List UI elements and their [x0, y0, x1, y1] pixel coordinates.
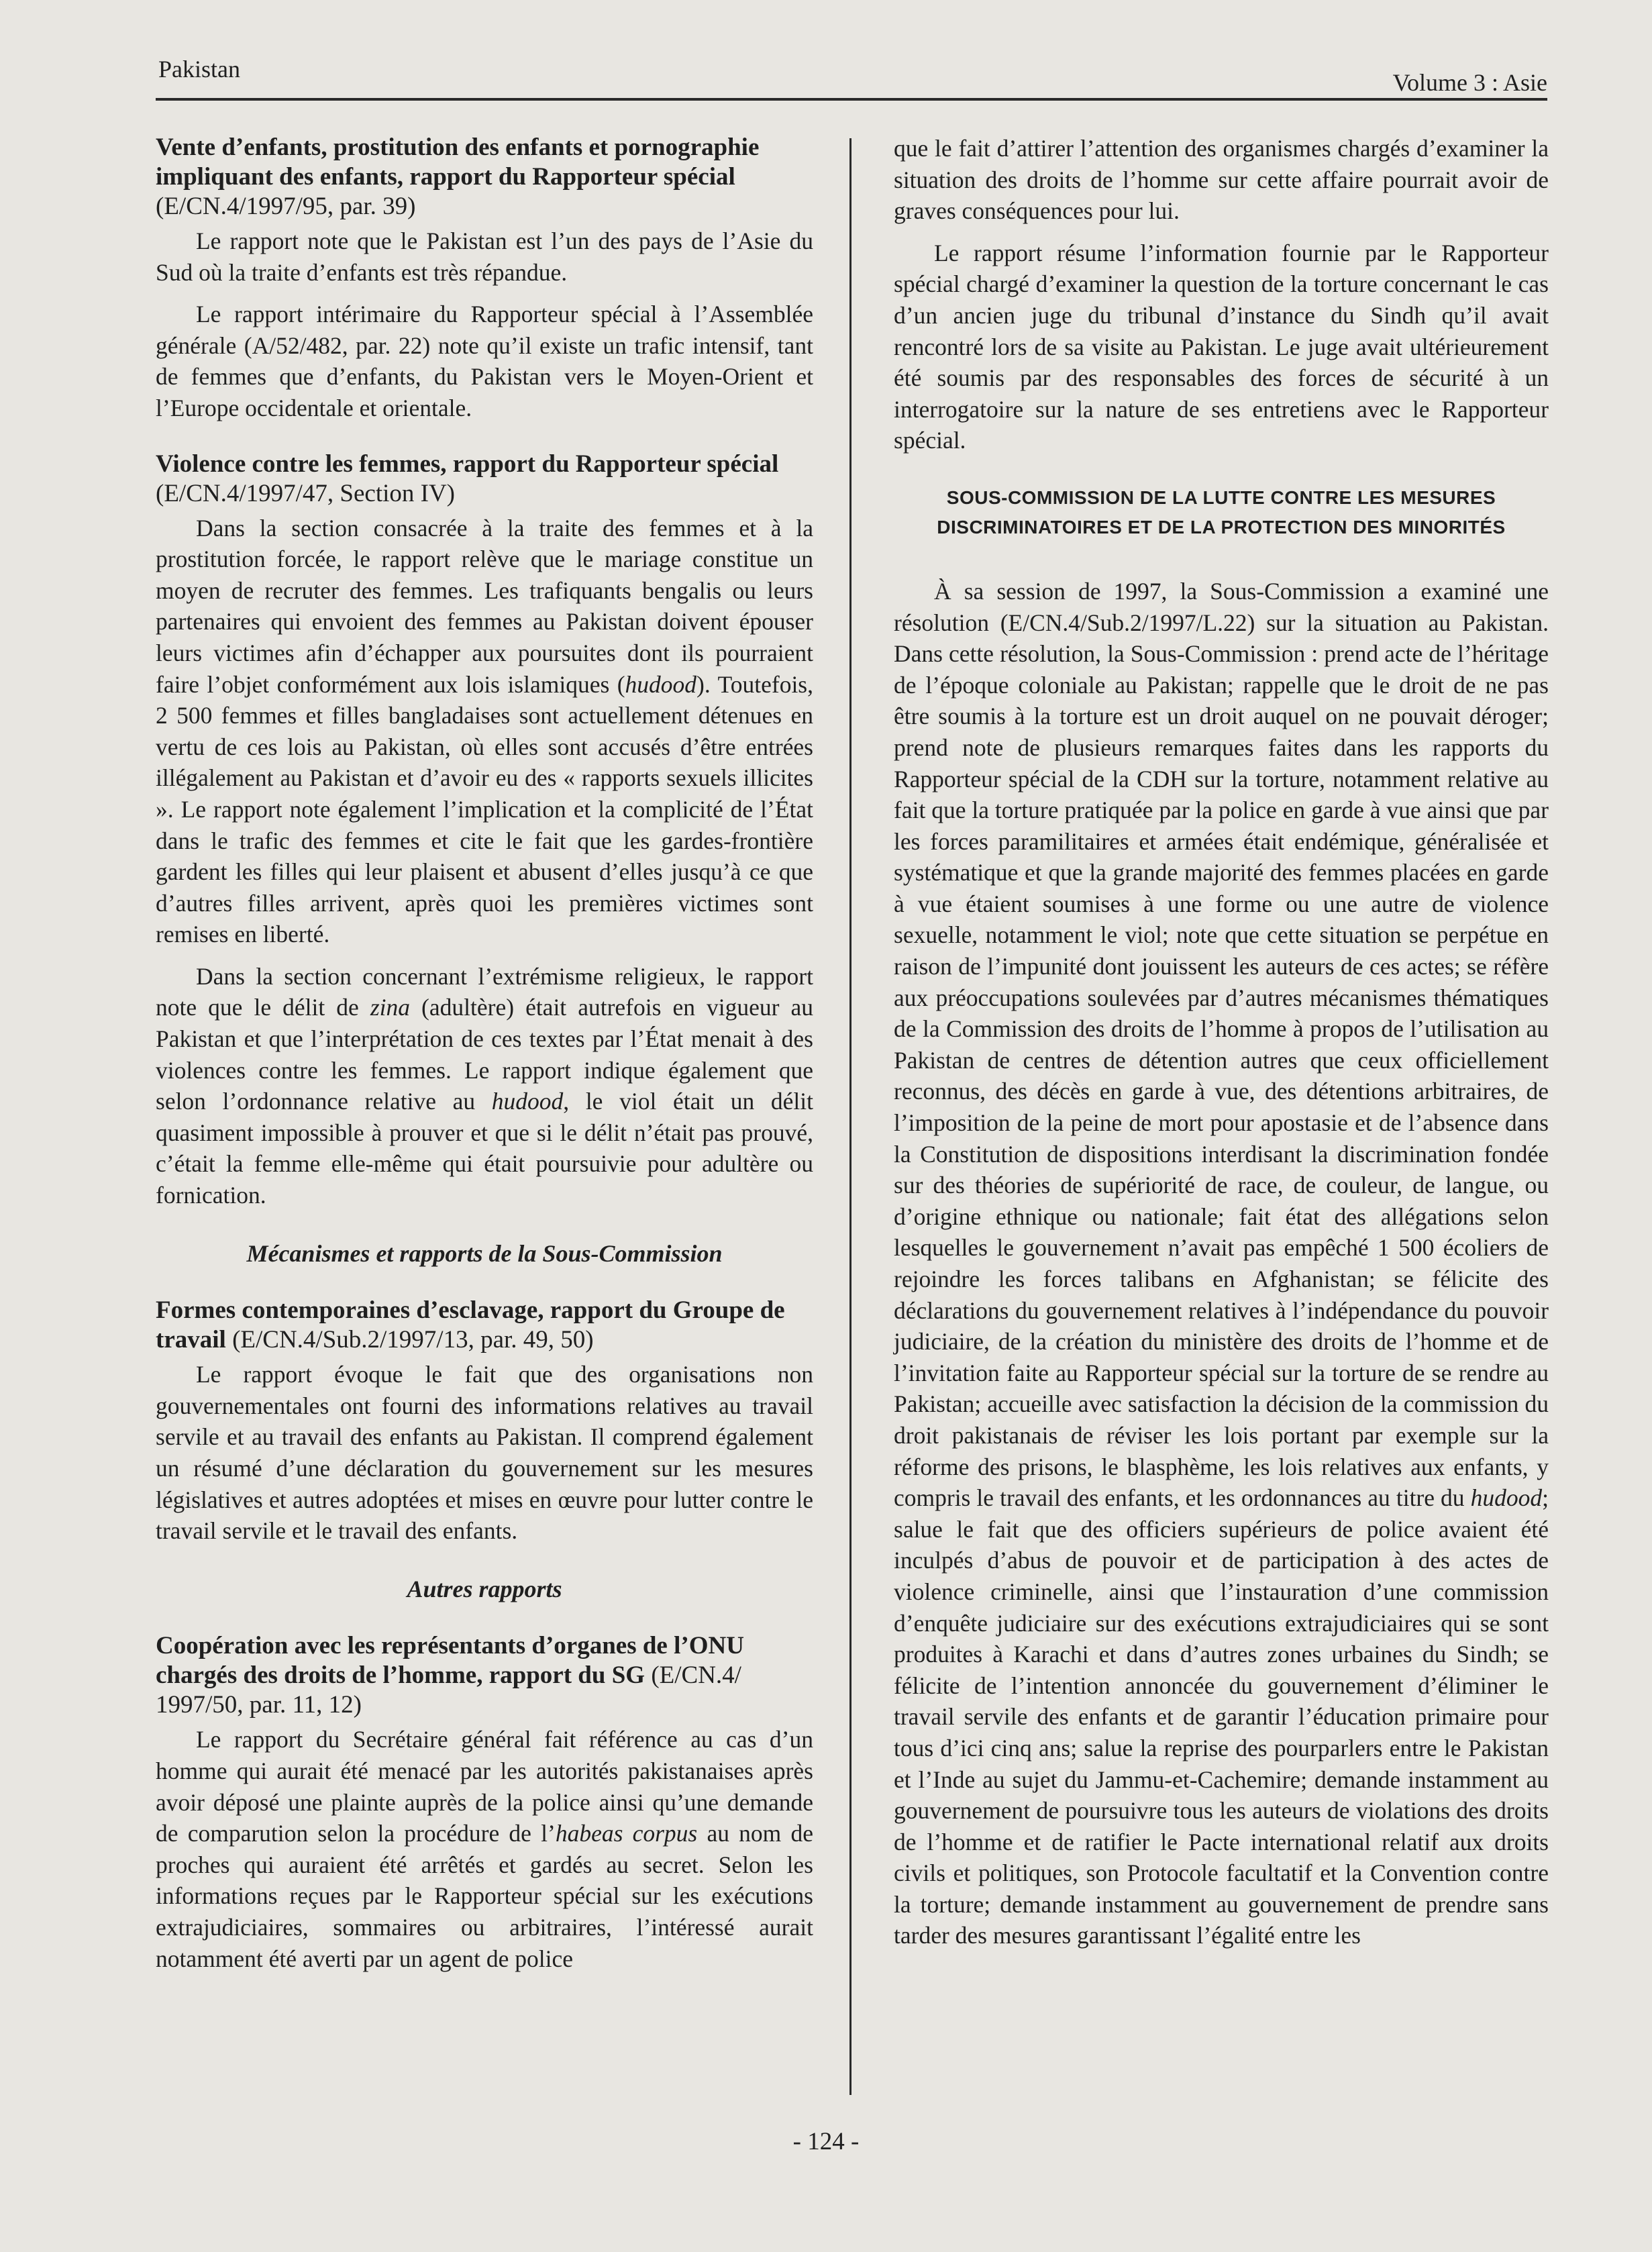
- paragraph: Le rapport note que le Pakistan est l’un des pays de l’Asie du Sud où la traite d’enfants est très répandue.: [156, 227, 813, 286]
- italic-term: hudood: [625, 670, 697, 698]
- section-title-text: Formes contemporaines d’esclavage, rapport du Groupe de travail: [156, 1296, 785, 1354]
- section-title-text: Coopération avec les représentants d’organes de l’ONU chargés des droits de l’homme, rapport du SG: [156, 1632, 744, 1690]
- header-rule: [156, 98, 1547, 101]
- paragraph: Le rapport intérimaire du Rapporteur spécial à l’Assemblée générale (A/52/482, par. 22) note qu’il existe un trafic intensif, tant de femmes que d’enfants, du Pakistan vers le Moyen-Orient et l’Europe occidentale et orientale.: [156, 301, 813, 421]
- text-run: Le rapport du Secrétaire général fait référence au cas d’un homme qui aurait été menacé par les autorités pakistanaises après avoir déposé une plainte auprès de la police ainsi qu’une demande de comparution selon la procédure de l’: [156, 1726, 813, 1847]
- section-title: [156, 133, 813, 221]
- paragraph: [156, 1724, 813, 1974]
- text-run: , le viol était un délit quasiment impossible à prouver et que si le délit n’était pas prouvé, c’était la femme elle-même qui était poursuivie pour adultère ou fornication.: [156, 1088, 813, 1209]
- paragraph-continuation: que le fait d’attirer l’attention des organismes chargés d’examiner la situation des droits de l’homme sur cette affaire pourrait avoir de graves conséquences pour lui.: [894, 135, 1549, 225]
- paragraph: Le rapport évoque le fait que des organisations non gouvernementales ont fourni des informations relatives au travail servile et au travail des enfants au Pakistan. Il comprend également un résumé d’une déclaration du gouvernement sur les mesures législatives et autres adoptées et mises en œuvre pour lutter contre le travail servile et le travail des enfants.: [156, 1361, 813, 1545]
- section-reference: (E/CN.4/Sub.2/1997/13, par. 49, 50): [232, 1326, 594, 1354]
- page-number: - 124 -: [792, 2128, 860, 2155]
- text-run: Dans la section consacrée à la traite des femmes et à la prostitution forcée, le rapport relève que le mariage constitue un moyen de recruter des femmes. Les trafiquants bengalis ou leurs partenaires qui envoient des femmes au Pakistan doivent épouser leurs victimes afin d’échapper aux poursuites dont ils pourraient faire l’objet conformément aux lois islamiques (: [156, 514, 813, 698]
- section-slavery: [156, 1296, 813, 1547]
- text-run: À sa session de 1997, la Sous-Commission a examiné une résolution (E/CN.4/Sub.2/1997/L.22) sur la situation au Pakistan. Dans cette résolution, la Sous-Commission : prend acte de l’héritage de l’époque coloniale au Pakistan; rappelle que le droit de ne pas être soumis à la torture est un droit auquel on ne pouvait déroger; prend note de plusieurs remarques faites dans les rapports du Rapporteur spécial de la CDH sur la torture, notamment relative au fait que la torture pratiquée par la police en garde à vue ainsi que par les forces paramilitaires et armées était endémique, généralisée et systématique et que la grande majorité des femmes placées en garde à vue étaient soumises à une forme ou une autre de violence sexuelle, notamment le viol; note que cette situation se perpétue en raison de l’impunité dont jouissent les auteurs de ces actes; se réfère aux préoccupations soulevées par d’autres mécanismes thématiques de la Commission des droits de l’homme à propos de l’utilisation au Pakistan de centres de détention autres que ceux officiellement reconnus, des décès en garde à vue, des détentions arbitraires, de l’imposition de la peine de mort pour apostasie et de l’absence dans la Constitution de dispositions interdisant la discrimination fondée sur des théories de supériorité de race, de couleur, de langue, ou d’origine ethnique ou nationale; fait état des allégations selon lesquelles le gouvernement n’avait pas empêché 1 500 écoliers de rejoindre les forces talibans en Afghanistan; se félicite des déclarations du gouvernement relatives à l’indépendance du pouvoir judiciaire, de la création du ministère des droits de l’homme et de l’invitation faite au Rapporteur spécial sur la torture de se rendre au Pakistan; accueille avec satisfaction la décision de la commission du droit pakistanais de réviser les lois portant par exemple sur la réforme des prisons, le blasphème, les lois relatives aux enfants, y compris le travail des enfants, et les ordonnances au titre du: [894, 577, 1549, 1512]
- italic-term: hudood: [1470, 1484, 1543, 1512]
- paragraph: [156, 513, 813, 950]
- running-header-country: Pakistan: [158, 56, 240, 83]
- text-run: (adultère) était autrefois en vigueur au Pakistan et que l’interprétation de ces textes par l’État menait à des violences contre les femmes. Le rapport indique également que selon l’ordonnance relative au: [156, 994, 813, 1115]
- italic-term: hudood: [491, 1088, 564, 1115]
- heading-line: DISCRIMINATOIRES ET DE LA PROTECTION DES MINORITÉS: [937, 516, 1506, 538]
- subcommission-heading: [894, 483, 1549, 542]
- paragraph: Le rapport résume l’information fournie par le Rapporteur spécial chargé d’examiner la question de la torture concernant le cas d’un ancien juge du tribunal d’instance du Sindh qu’il avait rencontré lors de sa visite au Pakistan. Le juge avait ultérieurement été soumis par des responsables des forces de sécurité à un interrogatoire sur la nature de ses entretiens avec le Rapporteur spécial.: [894, 239, 1549, 454]
- section-title: [156, 1631, 813, 1720]
- right-column: [894, 133, 1549, 1962]
- running-header-volume: Volume 3 : Asie: [1392, 69, 1547, 96]
- section-child-trafficking: [156, 133, 813, 424]
- subheading-other-reports: Autres rapports: [407, 1575, 562, 1602]
- section-title: [156, 450, 813, 509]
- text-run: ; salue le fait que des officiers supérieurs de police avaient été inculpés d’abus de pouvoir et de participation à des actes de violence criminelle, ainsi que l’instauration d’une commission d’enquête judiciaire sur des exécutions extrajudiciaires qui se sont produites à Karachi et dans d’autres zones urbaines du Sindh; se félicite de l’intention annoncée du gouvernement d’éliminer le travail servile des enfants et de garantir l’éducation primaire pour tous d’ici cinq ans; salue la reprise des pourparlers entre le Pakistan et l’Inde au sujet du Jammu-et-Cachemire; demande instamment au gouvernement de poursuivre tous les auteurs de violations des droits de l’homme et de ratifier le Pacte international relatif aux droits civils et politiques, son Protocole facultatif et la Convention contre la torture; demande instamment au gouvernement de prendre sans tarder des mesures garantissant l’égalité entre les: [894, 1484, 1549, 1949]
- section-reference: (E/CN.4/ 1997/50, par. 11, 12): [156, 1661, 741, 1719]
- paragraph: [894, 576, 1549, 1951]
- paragraph: [156, 961, 813, 1211]
- left-column: [156, 133, 813, 2000]
- subheading-mechanisms: Mécanismes et rapports de la Sous-Commission: [246, 1239, 723, 1267]
- italic-term: habeas corpus: [555, 1820, 698, 1847]
- section-cooperation: [156, 1631, 813, 1974]
- section-title: [156, 1296, 813, 1355]
- text-run: ). Toutefois, 2 500 femmes et filles bangladaises sont actuellement détenues en vertu de ces lois au Pakistan, où elles sont accusés d’être entrées illégalement au Pakistan et d’avoir eu des « rapports sexuels illicites ». Le rapport note également l’implication et la complicité de l’État dans le trafic des femmes et cite le fait que les gardes-frontière gardent les filles qui leur plaisent et abusent d’elles jusqu’à ce que d’autres filles arrivent, après quoi les premières victimes sont remises en liberté.: [156, 670, 813, 948]
- heading-line: SOUS-COMMISSION DE LA LUTTE CONTRE LES MESURES: [946, 487, 1496, 508]
- column-divider: [849, 138, 851, 2095]
- italic-term: zina: [370, 994, 411, 1021]
- section-violence-women: [156, 450, 813, 1211]
- text-run: au nom de proches qui auraient été arrêtés et gardés au secret. Selon les informations reçues par le Rapporteur spécial sur les exécutions extrajudiciaires, sommaires ou arbitraires, l’intéressé aurait notamment été averti par un agent de police: [156, 1820, 813, 1972]
- section-title-text: Vente d’enfants, prostitution des enfants et pornographie impliquant des enfants, rapport du Rapporteur spécial: [156, 134, 760, 191]
- section-reference: (E/CN.4/1997/47, Section IV): [156, 479, 456, 507]
- section-title-text: Violence contre les femmes, rapport du Rapporteur spécial: [156, 450, 779, 478]
- section-reference: (E/CN.4/1997/95, par. 39): [156, 193, 416, 220]
- text-run: Dans la section concernant l’extrémisme religieux, le rapport note que le délit de: [156, 962, 813, 1021]
